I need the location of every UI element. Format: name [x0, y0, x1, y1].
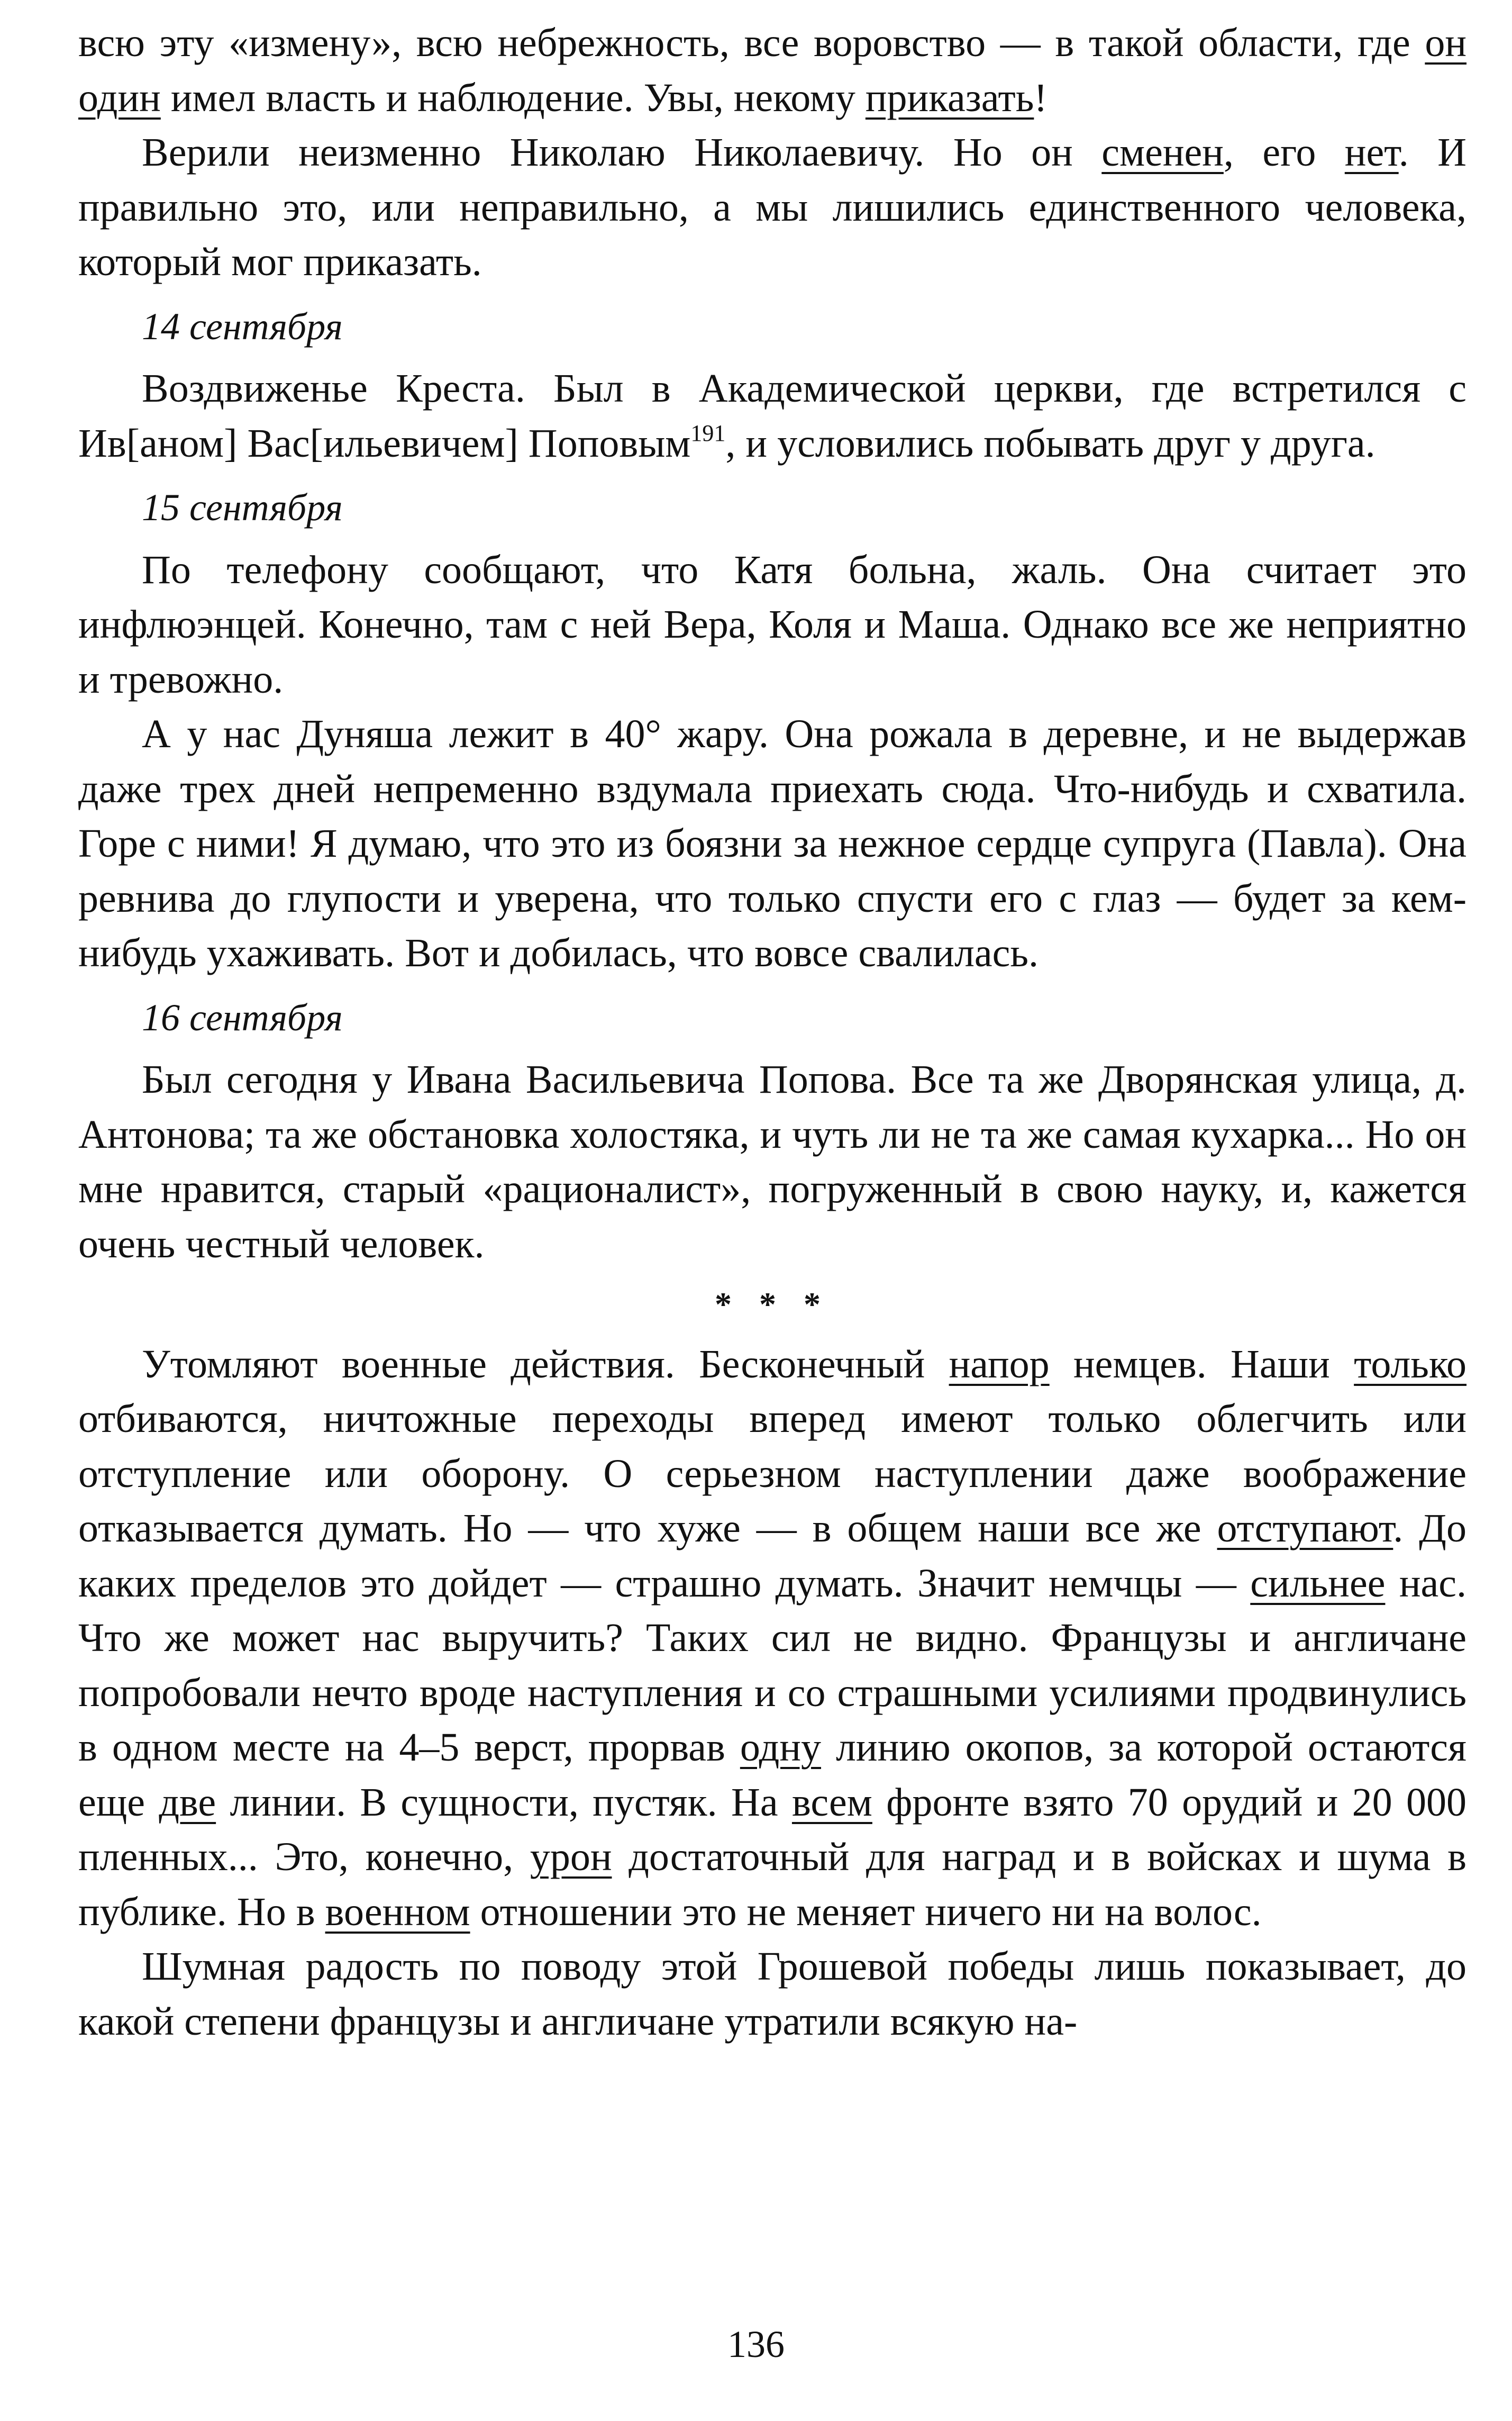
- paragraph: [78, 16, 1467, 125]
- underlined-emphasis: всем: [791, 1780, 872, 1825]
- text-run: отбиваются, ничтожные переходы вперед имеют только облегчить или отступление или оборону. О серьезном наступлении даже воображение отказывается думать. Но — что хуже — в общем наши все же: [78, 1397, 1467, 1550]
- underlined-emphasis: военном: [325, 1889, 470, 1934]
- diary-date-heading: 14 сентября: [142, 305, 343, 348]
- text-run: достаточный для наград и в войсках и шума в публике. Но в: [78, 1835, 1467, 1934]
- text-run: фронте взято 70 орудий и 20 000 пленных... Это, конечно,: [78, 1780, 1467, 1879]
- text-run: , и условились побывать друг у друга.: [725, 421, 1376, 466]
- text-run: . И правильно это, или неправильно, а мы лишились единственного человека, который мог приказать.: [78, 130, 1467, 284]
- underlined-emphasis: урон: [530, 1835, 612, 1879]
- text-run: Воздвиженье Креста. Был в Академической церкви, где встретился с Ив[аном] Вас[ильевичем] Поповым: [78, 366, 1467, 466]
- text-run: отношении это не меняет ничего ни на волос.: [470, 1889, 1262, 1934]
- paragraph: [78, 543, 1467, 708]
- underlined-emphasis: он один: [78, 21, 1467, 120]
- text-run: нас. Что же может нас выручить? Таких сил не видно. Французы и англичане попробовали нечто вроде наступления и со страшными усилиями продвинулись в одном месте на 4–5 верст, прорвав: [78, 1561, 1467, 1770]
- text-run: Шумная радость по поводу этой Грошевой победы лишь показывает, до какой степени французы и англичане утратили всякую на-: [78, 1944, 1467, 2044]
- underlined-emphasis: приказать: [865, 75, 1034, 120]
- text-run: . До каких пределов это дойдет — страшно думать. Значит немчцы —: [78, 1506, 1467, 1606]
- text-run: !: [1034, 75, 1048, 120]
- page-body-text: [78, 16, 1467, 2049]
- text-run: линию окопов, за которой остаются еще: [78, 1725, 1467, 1825]
- paragraph: [78, 1939, 1467, 2049]
- underlined-emphasis: одну: [740, 1725, 821, 1770]
- page-number: 136: [727, 2323, 785, 2365]
- underlined-emphasis: только: [1354, 1341, 1467, 1386]
- section-separator-asterisks: * * *: [715, 1285, 830, 1323]
- underlined-emphasis: напор: [949, 1341, 1050, 1386]
- text-run: всю эту «измену», всю небрежность, все воровство — в такой области, где: [78, 21, 1425, 65]
- underlined-emphasis: две: [159, 1780, 216, 1825]
- text-run: А у нас Дуняша лежит в 40° жару. Она рожала в деревне, и не выдержав даже трех дней непременно вздумала приехать сюда. Что-нибудь и схватила. Горе с ними! Я думаю, что это из боязни за нежное сердце супруга (Павла). Она ревнива до глупости и уверена, что только спусти его с глаз — будет за кем-нибудь ухаживать. Вот и добилась, что вовсе свалилась.: [78, 712, 1467, 975]
- paragraph: [78, 125, 1467, 290]
- underlined-emphasis: нет: [1344, 130, 1399, 175]
- diary-date-heading: 16 сентября: [142, 996, 343, 1039]
- text-run: линии. В сущности, пустяк. На: [216, 1780, 792, 1825]
- underlined-emphasis: сменен: [1101, 130, 1224, 175]
- text-run: По телефону сообщают, что Катя больна, жаль. Она считает это инфлюэнцей. Конечно, там с ней Вера, Коля и Маша. Однако все же неприятно и тревожно.: [78, 547, 1467, 702]
- text-run: , его: [1223, 130, 1345, 175]
- underlined-emphasis: отступают: [1217, 1506, 1393, 1550]
- text-run: немцев. Наши: [1049, 1341, 1354, 1386]
- text-run: Утомляют военные действия. Бесконечный: [142, 1341, 949, 1386]
- footnote-marker: 191: [690, 420, 726, 446]
- text-run: Верили неизменно Николаю Николаевичу. Но он: [142, 130, 1102, 175]
- diary-date-heading: 15 сентября: [142, 486, 343, 529]
- paragraph: [78, 1337, 1467, 1940]
- text-run: имел власть и наблюдение. Увы, некому: [160, 75, 866, 120]
- paragraph: [78, 1053, 1467, 1272]
- paragraph: [78, 707, 1467, 981]
- underlined-emphasis: сильнее: [1250, 1561, 1386, 1606]
- text-run: Был сегодня у Ивана Васильевича Попова. Все та же Дворянская улица, д. Антонова; та же обстановка холостяка, и чуть ли не та же самая кухарка... Но он мне нравится, старый «рационалист», погруженный в свою науку, и, кажется очень честный человек.: [78, 1057, 1467, 1266]
- paragraph: [78, 361, 1467, 471]
